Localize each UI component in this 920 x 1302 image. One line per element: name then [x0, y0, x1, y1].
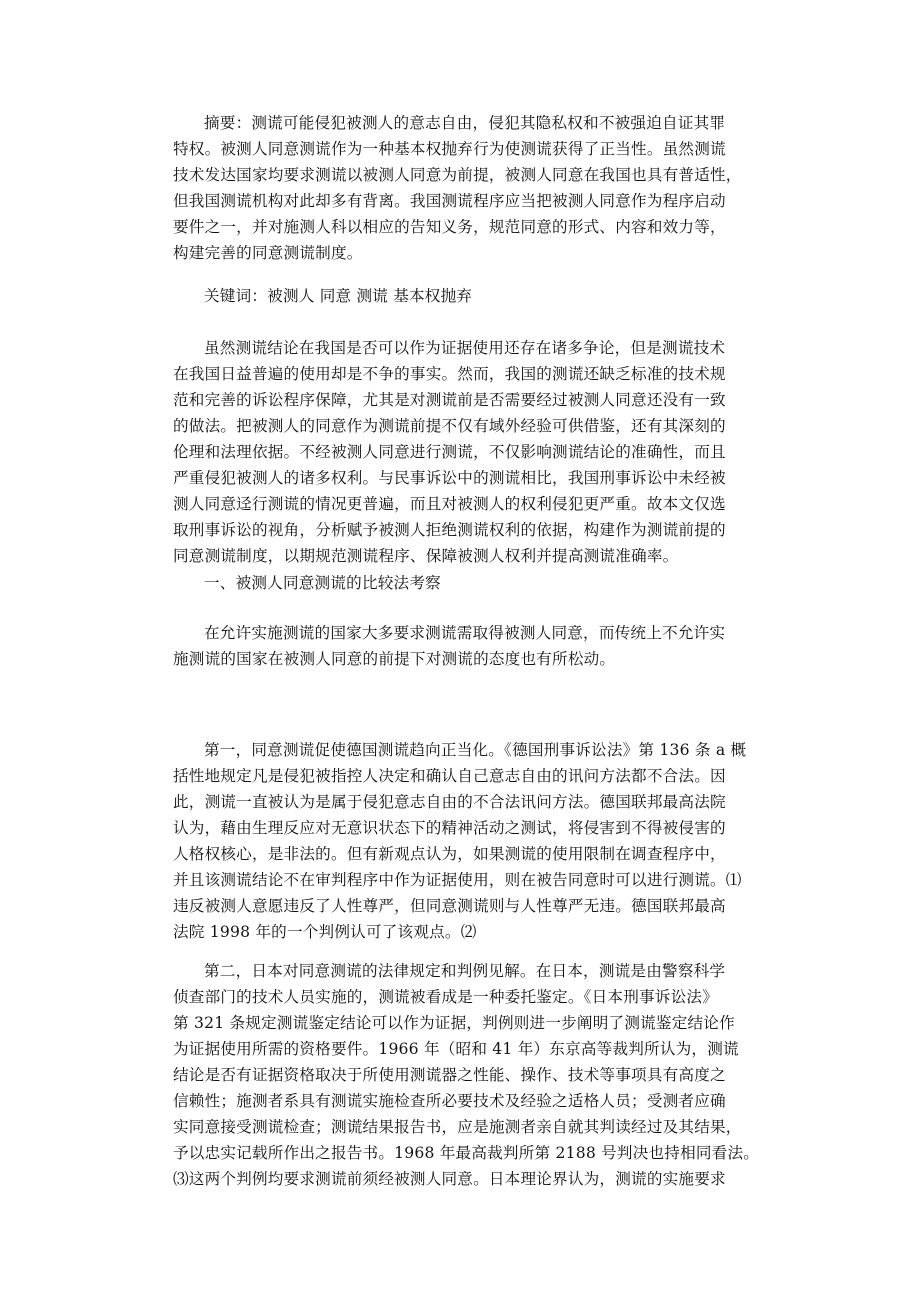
intro-line: 伦理和法理依据。不经被测人同意进行测谎，不仅影响测谎结论的准确性，而且	[173, 443, 726, 461]
japan-line: 第 321 条规定测谎鉴定结论可以作为证据，判例则进一步阐明了测谎鉴定结论作	[173, 1014, 735, 1032]
intro-line: 同意测谎制度，以期规范测谎程序、保障被测人权利并提高测谎准确率。	[173, 547, 679, 565]
keywords-text: 关键词：被测人 同意 测谎 基本权抛弃	[204, 287, 473, 305]
germany-line: 并且该测谎结论不在审判程序中作为证据使用，则在被告同意时可以进行测谎。⑴	[173, 871, 742, 889]
intro-line: 范和完善的诉讼程序保障，尤其是对测谎前是否需要经过被测人同意还没有一致	[173, 391, 726, 409]
abstract-paragraph	[173, 110, 753, 266]
japan-line: 为证据使用所需的资格要件。1966 年（昭和 41 年）东京高等裁判所认为，测谎	[173, 1040, 739, 1058]
section1-intro-line: 在允许实施测谎的国家大多要求测谎需取得被测人同意，而传统上不允许实	[204, 624, 726, 642]
intro-line: 严重侵犯被测人的诸多权利。与民事诉讼中的测谎相比，我国刑事诉讼中未经被	[173, 469, 726, 487]
abstract-line: 技术发达国家均要求测谎以被测人同意为前提，被测人同意在我国也具有普适性，	[173, 166, 742, 184]
germany-line: 认为，藉由生理反应对无意识状态下的精神活动之测试，将侵害到不得被侵害的	[173, 819, 726, 837]
japan-line: 结论是否有证据资格取决于所使用测谎器之性能、操作、技术等事项具有高度之	[173, 1066, 726, 1084]
intro-line: 测人同意迳行测谎的情况更普遍，而且对被测人的权利侵犯更严重。故本文仅选	[173, 495, 726, 513]
japan-line: ⑶这两个判例均要求测谎前须经被测人同意。日本理论界认为，测谎的实施要求	[173, 1170, 726, 1188]
japan-line: 实同意接受测谎检查；测谎结果报告书，应是施测者亲自就其判读经过及其结果，	[173, 1118, 742, 1136]
japan-paragraph	[173, 958, 760, 1192]
germany-line: 人格权核心，是非法的。但有新观点认为，如果测谎的使用限制在调查程序中，	[173, 845, 726, 863]
intro-line: 的做法。把被测人的同意作为测谎前提不仅有域外经验可供借鉴，还有其深刻的	[173, 417, 726, 435]
japan-line: 予以忠实记载所作出之报告书。1968 年最高裁判所第 2188 号判决也持相同看法。	[173, 1144, 760, 1162]
abstract-line: 构建完善的同意测谎制度。	[173, 244, 363, 262]
section1-intro-line: 施测谎的国家在被测人同意的前提下对测谎的态度也有所松动。	[173, 650, 616, 668]
germany-paragraph	[173, 737, 753, 945]
japan-line: 第二，日本对同意测谎的法律规定和判例见解。在日本，测谎是由警察科学	[204, 962, 726, 980]
intro-line: 在我国日益普遍的使用却是不争的事实。然而，我国的测谎还缺乏标准的技术规	[173, 365, 726, 383]
germany-line: 第一，同意测谎促使德国测谎趋向正当化。《德国刑事诉讼法》第 136 条 a 概	[204, 741, 747, 759]
japan-line: 侦查部门的技术人员实施的，测谎被看成是一种委托鉴定。《日本刑事诉讼法》	[173, 988, 718, 1006]
japan-line: 信赖性；施测者系具有测谎实施检查所必要技术及经验之适格人员；受测者应确	[173, 1092, 726, 1110]
section1-heading-text: 一、被测人同意测谎的比较法考察	[204, 574, 441, 592]
germany-line: 括性地规定凡是侵犯被指控人决定和确认自己意志自由的讯问方法都不合法。因	[173, 767, 726, 785]
keywords-line	[173, 283, 753, 309]
abstract-line: 要件之一，并对施测人科以相应的告知义务，规范同意的形式、内容和效力等，	[173, 218, 726, 236]
germany-line: 此，测谎一直被认为是属于侵犯意志自由的不合法讯问方法。德国联邦最高法院	[173, 793, 726, 811]
germany-line: 法院 1998 年的一个判例认可了该观点。⑵	[173, 923, 477, 941]
germany-line: 违反被测人意愿违反了人性尊严，但同意测谎则与人性尊严无违。德国联邦最高	[173, 897, 726, 915]
section1-heading	[173, 570, 753, 596]
intro-paragraph	[173, 335, 753, 569]
abstract-line: 特权。被测人同意测谎作为一种基本权抛弃行为使测谎获得了正当性。虽然测谎	[173, 140, 726, 158]
intro-line: 取刑事诉讼的视角，分析赋予被测人拒绝测谎权利的依据，构建作为测谎前提的	[173, 521, 726, 539]
section1-intro-paragraph	[173, 620, 753, 672]
abstract-line: 但我国测谎机构对此却多有背离。我国测谎程序应当把被测人同意作为程序启动	[173, 192, 726, 210]
abstract-line: 摘要：测谎可能侵犯被测人的意志自由，侵犯其隐私权和不被强迫自证其罪	[204, 114, 726, 132]
intro-line: 虽然测谎结论在我国是否可以作为证据使用还存在诸多争论，但是测谎技术	[204, 339, 726, 357]
